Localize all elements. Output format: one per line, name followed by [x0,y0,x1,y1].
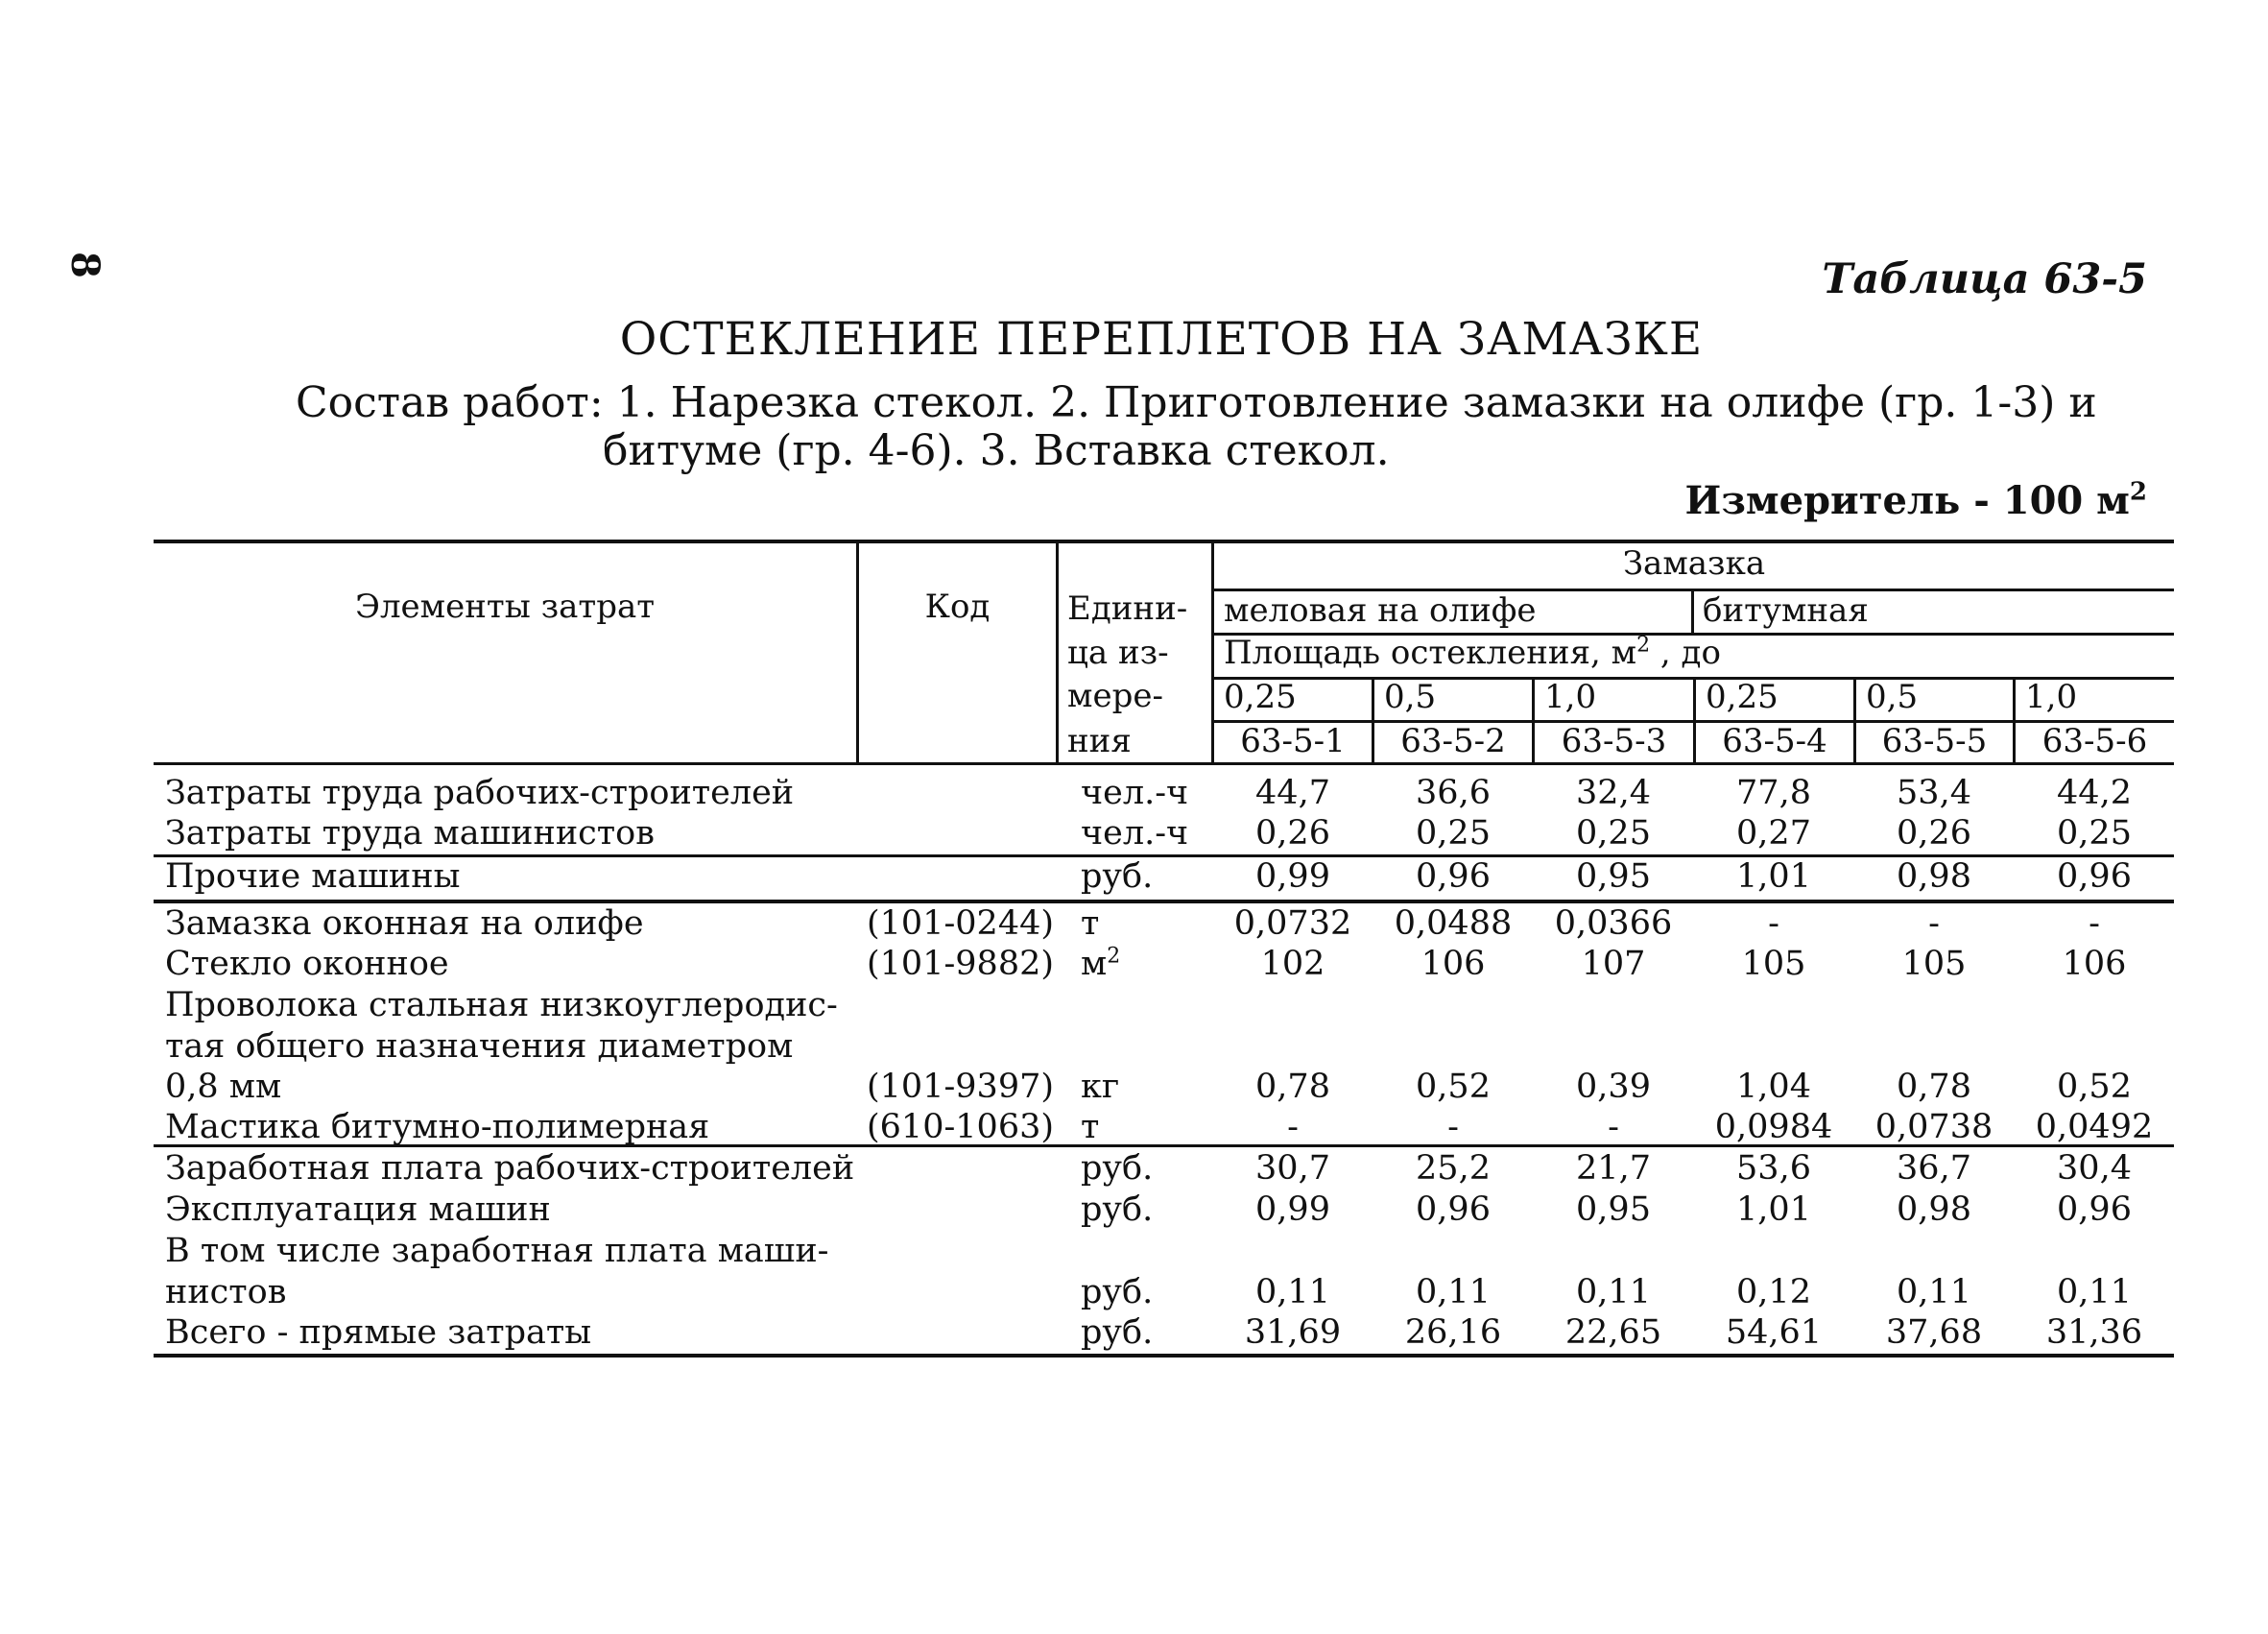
header-size-5: 0,5 [1866,678,1919,716]
row-name: Заработная плата рабочих-строителей [165,1149,855,1188]
row-unit [1081,945,1120,983]
row-value-1: 0,99 [1255,857,1330,896]
header-size-6: 1,0 [2025,678,2078,716]
row-name: Затраты труда рабочих-строителей [165,774,795,812]
row-value-1: 0,99 [1255,1190,1330,1229]
row-value-4: 1,01 [1736,857,1811,896]
row-name: Эксплуатация машин [165,1190,551,1229]
header-area-tail: , до [1650,634,1721,672]
header-code-5: 63-5-5 [1881,722,1988,760]
header-unit-line-1: Едини- [1067,589,1188,628]
row-value-4: 53,6 [1736,1149,1811,1188]
row-value-2: 26,16 [1404,1313,1502,1352]
row-value-6: - [2089,904,2100,943]
row-unit [1081,904,1099,943]
header-code-6: 63-5-6 [2041,722,2148,760]
row-unit [1081,857,1153,896]
work-composition-line-1: Состав работ: 1. Нарезка стекол. 2. Приготовление замазки на олифе (гр. 1-3) и [296,378,2097,427]
row-value-1: 44,7 [1255,774,1330,812]
section-rule-2 [154,900,2174,903]
row-name: Мастика битумно-полимерная [165,1108,710,1146]
header-bottom-rule [154,762,2174,765]
row-value-5: 0,78 [1897,1068,1971,1106]
table-bottom-rule [154,1354,2174,1358]
row-name: 0,8 мм [165,1068,282,1106]
row-unit [1081,814,1188,853]
row-value-5: 0,0738 [1874,1108,1993,1146]
row-name: тая общего назначения диаметром [165,1027,794,1066]
row-value-4: 1,04 [1736,1068,1811,1106]
row-value-5: 36,7 [1897,1149,1971,1188]
row-value-3: - [1608,1108,1619,1146]
header-area-label: Площадь остекления, м [1224,634,1637,672]
row-name: В том числе заработная плата маши- [165,1232,829,1270]
row-value-2: 0,11 [1416,1273,1491,1311]
row-value-4: 0,0984 [1714,1108,1833,1146]
measure-label: Измеритель - 100 м [1684,478,2130,523]
header-code-2: 63-5-2 [1400,722,1506,760]
row-unit-label: чел.-ч [1081,774,1189,812]
work-composition-line-2: битуме (гр. 4-6). 3. Вставка стекол. [603,426,1390,475]
row-value-6: 0,11 [2057,1273,2132,1311]
table-top-rule [154,540,2174,543]
row-value-3: 0,95 [1576,1190,1651,1229]
row-value-4: 77,8 [1736,774,1811,812]
header-area-sup: 2 [1636,633,1651,658]
row-value-2: 106 [1420,945,1486,983]
row-value-6: 0,96 [2057,857,2132,896]
row-value-4: 0,12 [1736,1273,1811,1311]
row-code: (101-9882) [867,945,1055,983]
row-value-5: 0,98 [1897,857,1971,896]
header-code-4: 63-5-4 [1722,722,1827,760]
header-zamazka: Замазка [1622,544,1766,583]
header-area [1224,634,1721,672]
page-number: 8 [62,252,107,278]
header-size-2: 0,5 [1384,678,1437,716]
row-value-6: 30,4 [2057,1149,2132,1188]
row-name: Стекло оконное [165,945,449,983]
row-value-1: 31,69 [1244,1313,1342,1352]
row-unit [1081,1273,1153,1311]
row-unit [1081,1108,1099,1146]
header-size-3: 1,0 [1544,678,1597,716]
table-label: Таблица 63-5 [1822,255,2147,303]
header-vline-bitumen [1691,589,1694,635]
header-size-1: 0,25 [1224,678,1297,716]
header-size-4: 0,25 [1706,678,1779,716]
row-value-3: 32,4 [1576,774,1651,812]
row-value-6: 0,25 [2057,814,2132,853]
row-unit-label: руб. [1081,1149,1154,1188]
row-value-6: 106 [2062,945,2127,983]
row-value-5: 37,68 [1885,1313,1983,1352]
row-unit [1081,1313,1153,1352]
row-name: Проволока стальная низкоуглеродис- [165,986,838,1024]
row-code: (610-1063) [867,1108,1055,1146]
row-value-3: 107 [1581,945,1646,983]
row-value-6: 31,36 [2045,1313,2143,1352]
row-value-1: 30,7 [1255,1149,1330,1188]
header-unit-line-4: ния [1067,722,1132,760]
header-unit-line-3: мере- [1067,677,1163,715]
row-value-1: 0,78 [1255,1068,1330,1106]
header-chalk-putty: меловая на олифе [1224,591,1537,630]
row-value-1: 0,0732 [1233,904,1352,943]
row-value-3: 21,7 [1576,1149,1651,1188]
row-value-5: 0,11 [1897,1273,1971,1311]
row-value-5: 53,4 [1897,774,1971,812]
row-value-2: 0,0488 [1394,904,1513,943]
header-code-3: 63-5-3 [1561,722,1667,760]
row-value-5: 0,98 [1897,1190,1971,1229]
header-elements: Элементы затрат [354,588,656,626]
header-code: Код [924,588,991,626]
row-value-4: 1,01 [1736,1190,1811,1229]
row-unit [1081,1190,1153,1229]
row-unit-label: т [1081,904,1100,943]
row-name: нистов [165,1273,287,1311]
row-value-5: - [1928,904,1940,943]
header-vline-unit [1056,540,1059,764]
row-value-2: 25,2 [1416,1149,1491,1188]
row-value-3: 0,11 [1576,1273,1651,1311]
row-code: (101-9397) [867,1068,1055,1106]
row-value-2: 0,96 [1416,857,1491,896]
row-value-5: 0,26 [1897,814,1971,853]
measure-sup: 2 [2129,477,2147,507]
header-unit-line-2: ца из- [1067,634,1169,672]
row-value-6: 0,52 [2057,1068,2132,1106]
header-bitumen-putty: битумная [1703,591,1869,630]
row-unit-label: м [1081,945,1108,983]
row-unit-label: т [1081,1108,1100,1146]
row-value-4: - [1768,904,1779,943]
row-value-2: 36,6 [1416,774,1491,812]
row-name: Затраты труда машинистов [165,814,655,853]
row-value-3: 0,0366 [1554,904,1673,943]
row-value-3: 0,25 [1576,814,1651,853]
row-name: Всего - прямые затраты [165,1313,592,1352]
row-value-2: - [1447,1108,1459,1146]
row-value-4: 0,27 [1736,814,1811,853]
row-value-3: 22,65 [1564,1313,1662,1352]
row-unit-label: чел.-ч [1081,814,1189,853]
row-value-5: 105 [1901,945,1967,983]
header-code-1: 63-5-1 [1240,722,1346,760]
row-value-2: 0,25 [1416,814,1491,853]
row-value-4: 54,61 [1725,1313,1823,1352]
row-value-3: 0,95 [1576,857,1651,896]
row-name: Прочие машины [165,857,461,896]
row-value-6: 44,2 [2057,774,2132,812]
row-value-1: - [1287,1108,1299,1146]
row-value-1: 0,11 [1255,1273,1330,1311]
page-title: ОСТЕКЛЕНИЕ ПЕРЕПЛЕТОВ НА ЗАМАЗКЕ [619,313,1704,366]
row-unit-label: руб. [1081,857,1154,896]
row-value-2: 0,96 [1416,1190,1491,1229]
row-code: (101-0244) [867,904,1055,943]
row-value-4: 105 [1741,945,1806,983]
row-unit [1081,1149,1153,1188]
row-unit [1081,774,1188,812]
row-unit-label: руб. [1081,1190,1154,1229]
header-vline-code [856,540,859,764]
row-unit-label: кг [1081,1068,1120,1106]
row-value-3: 0,39 [1576,1068,1651,1106]
row-value-1: 102 [1260,945,1325,983]
row-unit-label: руб. [1081,1313,1154,1352]
row-value-6: 0,96 [2057,1190,2132,1229]
row-value-2: 0,52 [1416,1068,1491,1106]
row-value-1: 0,26 [1255,814,1330,853]
row-unit [1081,1068,1119,1106]
row-unit-label: руб. [1081,1273,1154,1311]
row-unit-sup: 2 [1107,944,1121,969]
row-value-6: 0,0492 [2035,1108,2154,1146]
row-name: Замазка оконная на олифе [165,904,644,943]
